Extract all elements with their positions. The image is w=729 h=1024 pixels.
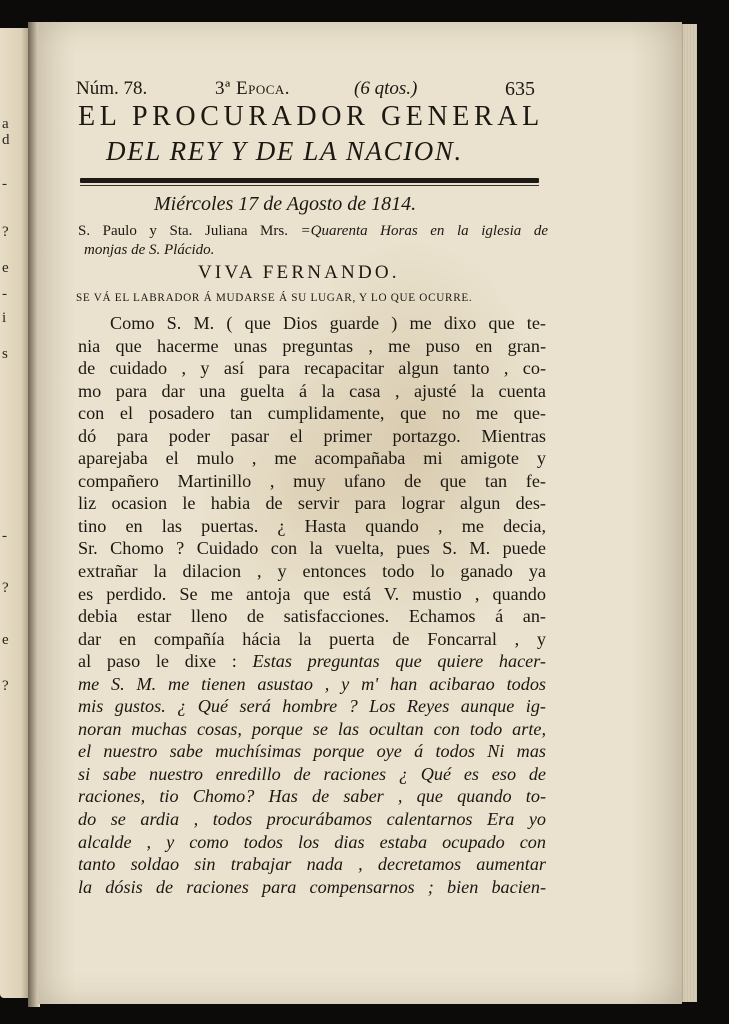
article-line: mis gustos. ¿ Qué será hombre ? Los Reyes aunque ig- <box>78 696 546 717</box>
facing-page-fragment: e <box>2 260 9 276</box>
article-line: do se ardia , todos procurábamos calentarnos Era yo <box>78 809 546 830</box>
article-line: compañero Martinillo , muy ufano de que tan fe- <box>78 470 546 491</box>
saints-names: S. Paulo y Sta. Juliana Mrs. <box>78 223 288 239</box>
article-line: nia que hacerme unas preguntas , me puso en gran- <box>78 335 546 356</box>
epoch-label: 3ª Epoca. <box>215 78 291 99</box>
masthead-title: EL PROCURADOR GENERAL <box>78 101 544 132</box>
facing-page-fragment: a <box>2 116 9 132</box>
article-line: con el posadero tan cumplidamente, que no me que- <box>78 403 546 424</box>
quarters-count: (6 qtos.) <box>354 78 418 99</box>
page-number: 635 <box>505 78 535 100</box>
article-line: es perdido. Se me antoja que está V. mustio , quando <box>78 583 546 604</box>
article-line: el nuestro sabe muchísimas porque oye á todos Ni mas <box>78 741 546 762</box>
facing-page-fragment: d <box>2 132 10 148</box>
article-line: alcalde , y como todos los dias estaba ocupado con <box>78 831 546 852</box>
article-line-italic-part: Estas preguntas que quiere hacer- <box>252 651 546 672</box>
facing-page-fragment: e <box>2 632 9 648</box>
article-line: Como S. M. ( que Dios guarde ) me dixo que te- <box>110 313 546 333</box>
facing-page-fragment: s <box>2 346 8 362</box>
article-line: extrañar la dilacion , y entonces todo lo ganado ya <box>78 561 546 582</box>
article-line: de cuidado , y así para recapacitar algun tanto , co- <box>78 358 546 379</box>
article-line: tanto soldao sin trabajar nada , decretamos aumentar <box>78 854 546 875</box>
facing-page-fragment: - <box>2 528 7 544</box>
article-line: Sr. Chomo ? Cuidado con la vuelta, pues S. M. puede <box>78 538 546 559</box>
article-line: dó para poder pasar el primer portazgo. Mientras <box>78 425 546 446</box>
issue-number: Núm. 78. <box>76 78 148 99</box>
facing-page-edge <box>0 28 30 998</box>
article-line: raciones, tio Chomo? Has de saber , que quando to- <box>78 786 546 807</box>
article-line-mixed <box>78 650 546 673</box>
masthead-subtitle: DEL REY Y DE LA NACION. <box>106 136 463 166</box>
masthead-rule-thin <box>80 185 539 186</box>
article-line: aparejaba el mulo , me acompañaba mi amigote y <box>78 448 546 469</box>
motto: VIVA FERNANDO. <box>198 262 400 283</box>
saints-of-day <box>78 222 548 260</box>
article-line: liz ocasion le habia de servir para lograr algun des- <box>78 493 546 514</box>
facing-page-fragment: - <box>2 286 7 302</box>
forty-hours-notice: =Quarenta Horas en la iglesia de <box>300 223 548 239</box>
article-line: debia estar lleno de satisfacciones. Echamos á an- <box>78 606 546 627</box>
article-line: si sabe nuestro enredillo de raciones ¿ Qué es eso de <box>78 763 546 784</box>
forty-hours-location: monjas de S. Plácido. <box>84 242 215 258</box>
article-line: mo para dar una guelta á la casa , ajusté la cuenta <box>78 380 546 401</box>
issue-date: Miércoles 17 de Agosto de 1814. <box>154 193 417 215</box>
article-line: tino en las puertas. ¿ Hasta quando , me decia, <box>78 515 546 536</box>
article-line: dar en compañía hácia la puerta de Foncarral , y <box>78 628 546 649</box>
page-stack-edge <box>682 24 697 1002</box>
facing-page-fragment: ? <box>2 224 9 240</box>
facing-page-fragment: i <box>2 310 7 326</box>
facing-page-fragment: ? <box>2 678 9 694</box>
masthead-rule <box>80 178 539 183</box>
article-line: la dósis de raciones para compensarnos ; bien bacien- <box>78 876 546 897</box>
facing-page-fragment: - <box>2 176 7 192</box>
article-body <box>78 312 546 898</box>
facing-page-fragment: ? <box>2 580 9 596</box>
article-line-roman-part: al paso le dixe : <box>78 651 253 672</box>
article-line: noran muchas cosas, porque se las ocultan con todo arte, <box>78 718 546 739</box>
article-heading: SE VÁ EL LABRADOR Á MUDARSE Á SU LUGAR, Y LO QUE OCURRE. <box>76 292 473 304</box>
article-line: me S. M. me tienen asustao , y m' han acibarao todos <box>78 673 546 694</box>
